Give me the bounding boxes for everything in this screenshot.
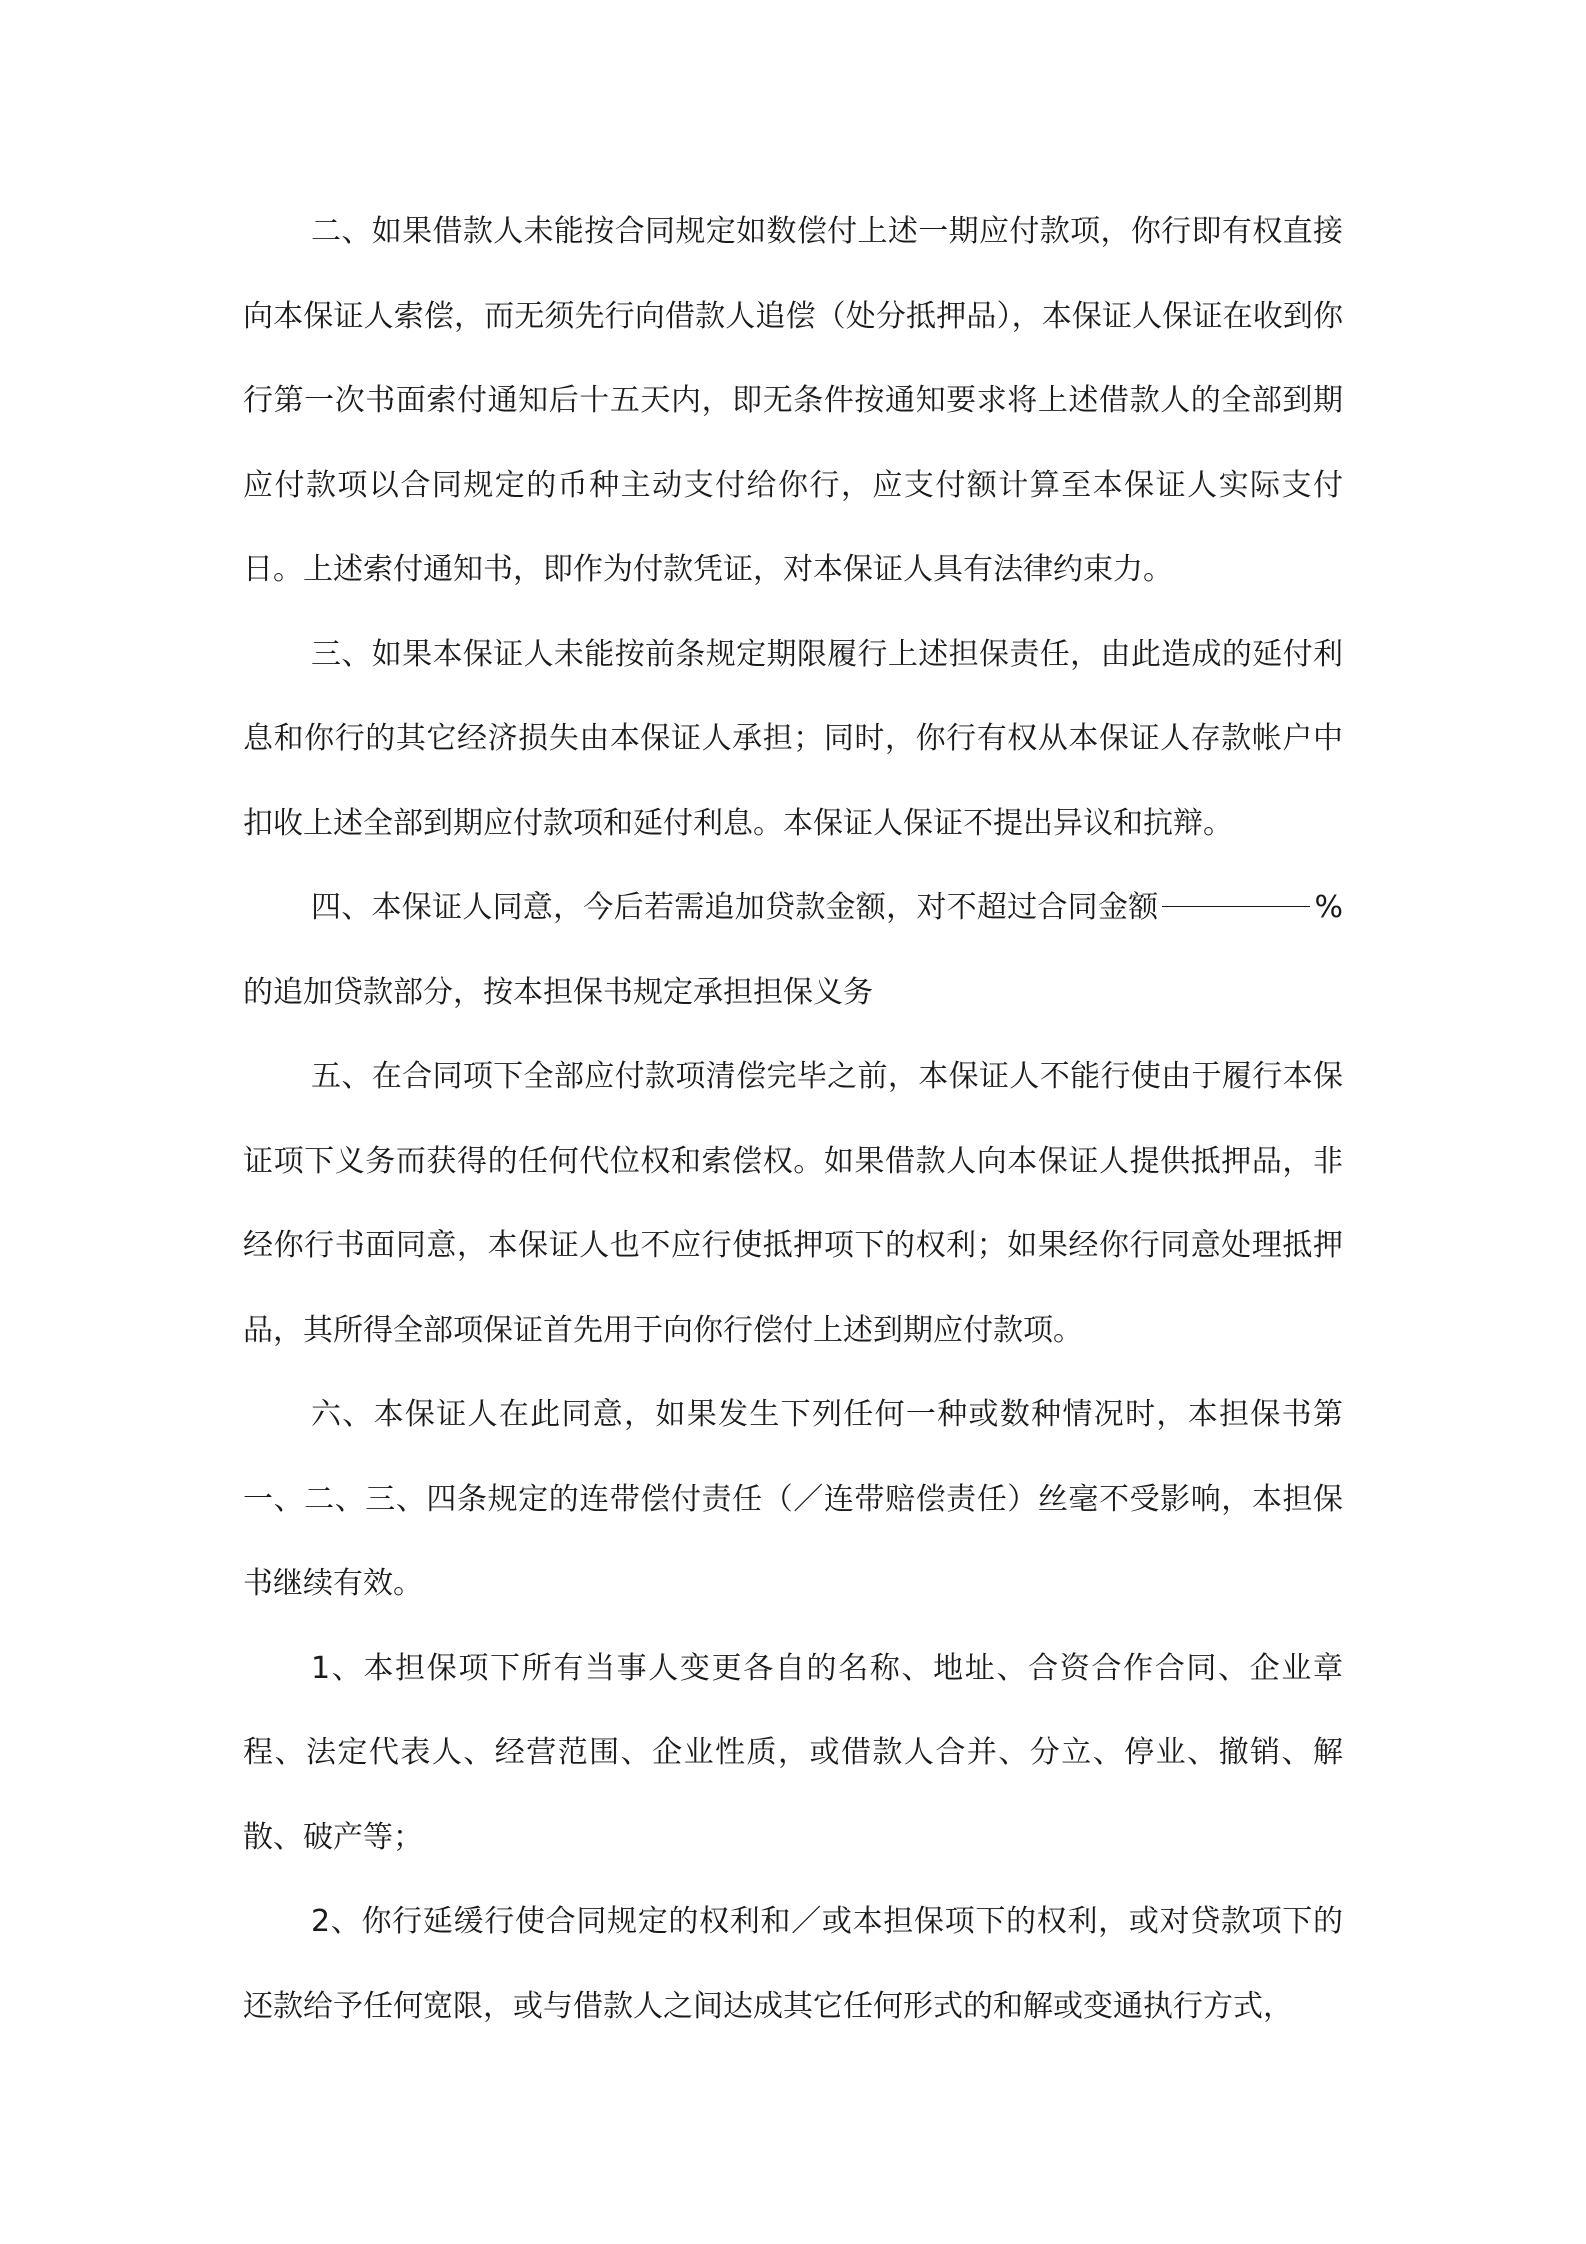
clause-5-paragraph: 五、在合同项下全部应付款项清偿完毕之前，本保证人不能行使由于履行本保证项下义务而获得的任何代位权和索偿权。如果借款人向本保证人提供抵押品，非经你行书面同意，本保证人也不应行使抵押项下的权利；如果经你行同意处理抵押品，其所得全部项保证首先用于向你行偿付上述到期应付款项。 — [243, 1059, 1343, 1348]
clause-6-item-1-paragraph: 1、本担保项下所有当事人变更各自的名称、地址、合资合作合同、企业章程、法定代表人、经营范围、企业性质，或借款人合并、分立、停业、撤销、解散、破产等； — [243, 1650, 1343, 1855]
clause-2-paragraph: 二、如果借款人未能按合同规定如数偿付上述一期应付款项，你行即有权直接向本保证人索偿，而无须先行向借款人追偿（处分抵押品），本保证人保证在收到你行第一次书面索付通知后十五天内，即无条件按通知要求将上述借款人的全部到期应付款项以合同规定的币种主动支付给你行，应支付额计算至本保证人实际支付日。上述索付通知书，即作为付款凭证，对本保证人具有法律约束力。 — [243, 214, 1343, 587]
clause-6-paragraph: 六、本保证人在此同意，如果发生下列任何一种或数种情况时，本担保书第一、二、三、四条规定的连带偿付责任（／连带赔偿责任）丝毫不受影响，本担保书继续有效。 — [243, 1397, 1343, 1601]
clause-3-paragraph: 三、如果本保证人未能按前条规定期限履行上述担保责任，由此造成的延付利息和你行的其它经济损失由本保证人承担；同时，你行有权从本保证人存款帐户中扣收上述全部到期应付款项和延付利息。本保证人保证不提出异议和抗辩。 — [243, 636, 1343, 841]
clause-6-item-2-paragraph: 2、你行延缓行使合同规定的权利和／或本担保项下的权利，或对贷款项下的还款给予任何宽限，或与借款人之间达成其它任何形式的和解或变通执行方式， — [243, 1904, 1343, 2024]
clause-4-text-before: 四、本保证人同意，今后若需追加贷款金额，对不超过合同金额 — [311, 890, 1159, 925]
clause-4-paragraph — [243, 866, 1343, 1035]
clause-4-text-after: %的追加贷款部分，按本担保书规定承担担保义务 — [243, 890, 1343, 1010]
document-body — [243, 190, 1343, 2049]
percentage-blank-line — [1162, 905, 1310, 907]
